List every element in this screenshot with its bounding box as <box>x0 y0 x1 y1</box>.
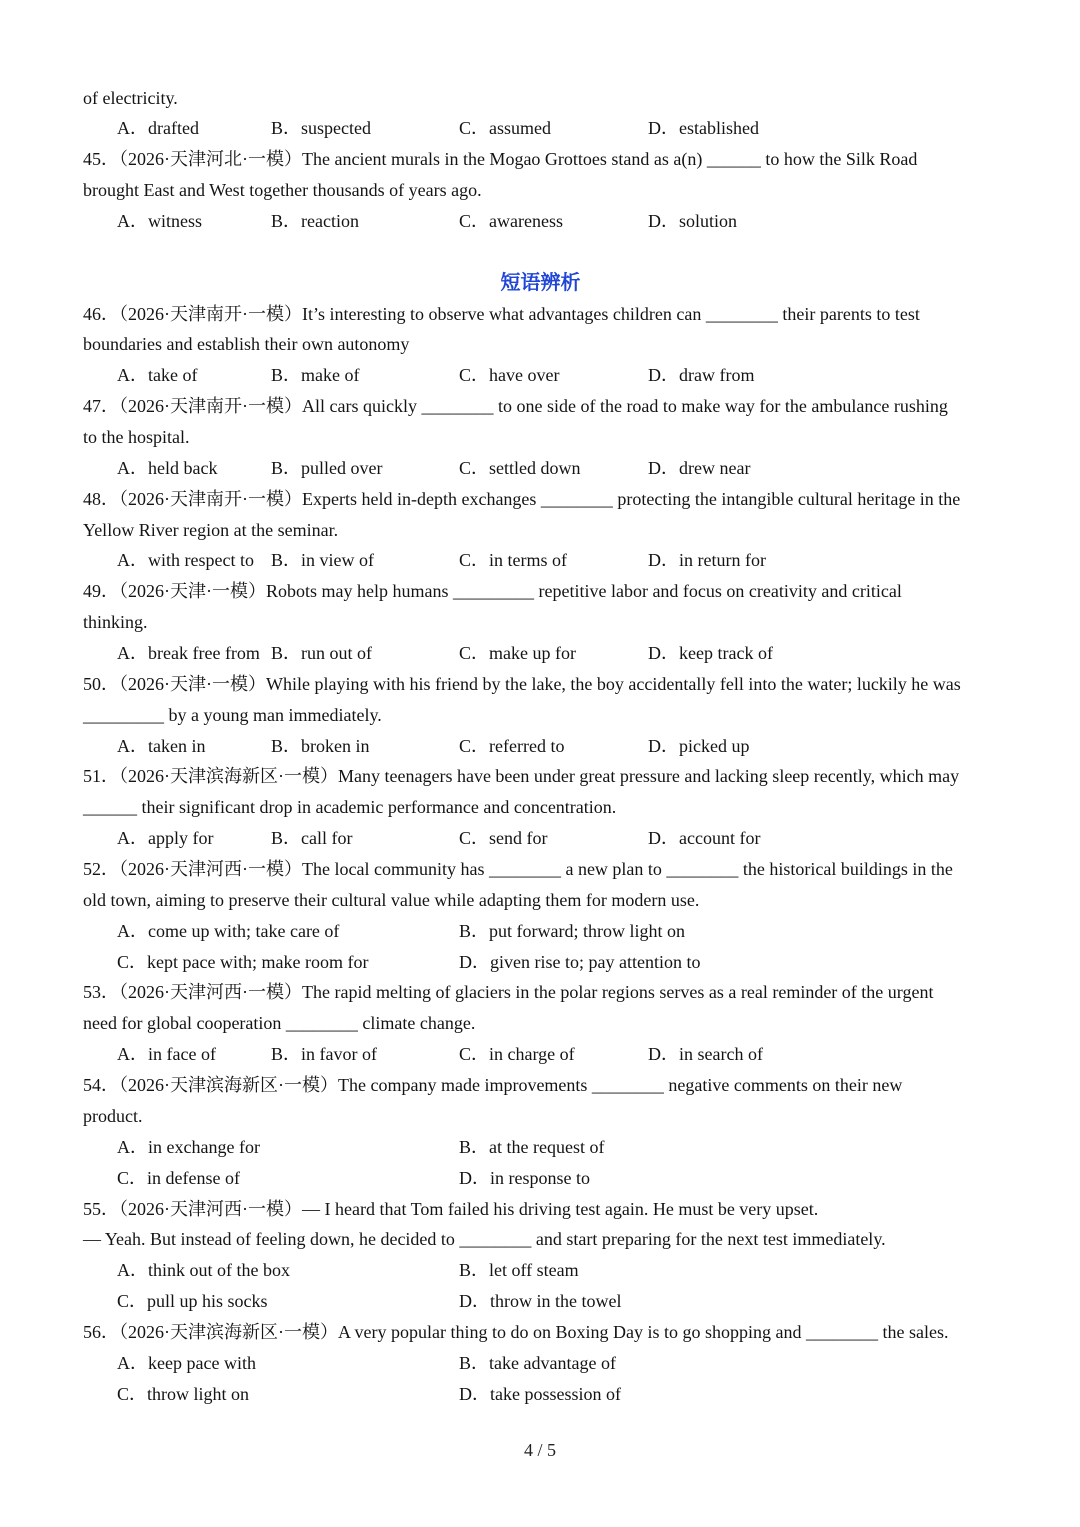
q49-stem <box>83 576 998 607</box>
option-text: assumed <box>489 118 552 139</box>
option-text: with respect to <box>148 550 254 571</box>
option-c <box>117 1163 240 1194</box>
option-d <box>459 1379 621 1410</box>
option-b <box>271 206 359 237</box>
option-text: kept pace with; make room for <box>147 951 369 972</box>
option-letter: C． <box>117 1291 148 1312</box>
option-letter: A． <box>117 1352 148 1373</box>
option-text: draw from <box>679 365 755 386</box>
option-text: suspected <box>301 118 371 139</box>
option-letter: A． <box>117 457 148 478</box>
option-d <box>648 453 750 484</box>
option-text: account for <box>679 828 761 849</box>
option-c <box>459 731 564 762</box>
question-number: 48． <box>83 488 119 509</box>
option-a <box>117 206 202 237</box>
option-letter: B． <box>271 457 302 478</box>
option-b <box>459 1255 579 1286</box>
option-text: reaction <box>301 211 359 231</box>
q51-stem <box>83 761 998 792</box>
question-source: （2026·天津河西·一模） <box>119 859 302 880</box>
option-letter: A． <box>117 118 148 139</box>
option-letter: C． <box>117 1383 148 1404</box>
q49-options <box>83 638 998 669</box>
option-b <box>271 453 383 484</box>
option-c <box>459 453 581 484</box>
q54-stem <box>83 1070 998 1101</box>
option-c <box>117 947 368 978</box>
option-text: in response to <box>490 1167 590 1188</box>
option-c <box>459 113 551 144</box>
option-text: solution <box>679 211 738 231</box>
option-text: call for <box>301 828 353 849</box>
q52-options-row-2 <box>83 947 998 978</box>
question-text: The local community has ________ a new plan to ________ the historical buildings in the <box>302 859 953 880</box>
option-c <box>459 1039 575 1070</box>
option-letter: B． <box>271 643 302 664</box>
option-text: at the request of <box>489 1136 605 1157</box>
option-text: think out of the box <box>148 1260 290 1281</box>
option-a <box>117 1039 216 1070</box>
option-text: take possession of <box>490 1383 621 1404</box>
question-source: （2026·天津河西·一模） <box>119 982 302 1003</box>
question-text: The rapid melting of glaciers in the polar regions serves as a real reminder of the urgent <box>302 982 934 1003</box>
q52-stem-continued: old town, aiming to preserve their cultural value while adapting them for modern use. <box>83 889 700 910</box>
section-spacer <box>83 237 998 268</box>
option-letter: C． <box>459 118 490 139</box>
option-text: in view of <box>301 550 374 571</box>
question-number: 49． <box>83 581 119 602</box>
option-text: taken in <box>148 735 206 756</box>
option-letter: D． <box>459 951 490 972</box>
option-b <box>271 360 360 391</box>
option-letter: B． <box>271 365 302 386</box>
question-text: While playing with his friend by the lake, the boy accidentally fell into the water; luckily he was <box>266 673 961 694</box>
q52-stem <box>83 854 998 885</box>
option-letter: D． <box>648 118 679 139</box>
question-source: （2026·天津·一模） <box>119 581 266 602</box>
option-letter: A． <box>117 643 148 664</box>
option-text: pull up his socks <box>147 1291 268 1312</box>
option-a <box>117 1132 260 1163</box>
option-d <box>648 206 737 237</box>
option-text: referred to <box>489 735 565 756</box>
q55-options-row-1 <box>83 1255 998 1286</box>
option-a <box>117 113 199 144</box>
q55-stem <box>83 1194 998 1225</box>
option-text: given rise to; pay attention to <box>490 951 701 972</box>
option-text: in favor of <box>301 1044 377 1065</box>
question-text: — I heard that Tom failed his driving test again. He must be very upset. <box>302 1198 819 1219</box>
option-b <box>459 1348 616 1379</box>
question-number: 53． <box>83 982 119 1003</box>
q54-stem-continued: product. <box>83 1105 143 1126</box>
option-text: throw in the towel <box>490 1291 622 1312</box>
option-letter: C． <box>459 457 490 478</box>
option-letter: B． <box>459 1260 490 1281</box>
option-d <box>648 360 754 391</box>
option-text: drew near <box>679 457 751 478</box>
q54-options-row-2 <box>83 1163 998 1194</box>
option-letter: D． <box>648 211 679 231</box>
q53-stem-continued: need for global cooperation ________ climate change. <box>83 1013 476 1034</box>
option-text: keep pace with <box>148 1352 256 1373</box>
option-text: in search of <box>679 1044 763 1065</box>
question-number: 51． <box>83 766 119 787</box>
q48-options <box>83 545 998 576</box>
option-d <box>648 638 773 669</box>
option-text: send for <box>489 828 548 849</box>
option-c <box>459 638 576 669</box>
question-number: 50． <box>83 673 119 694</box>
question-text: A very popular thing to do on Boxing Day is to go shopping and ________ the sales. <box>338 1321 949 1342</box>
option-letter: B． <box>271 550 302 571</box>
question-source: （2026·天津滨海新区·一模） <box>119 1321 338 1342</box>
option-text: broken in <box>301 735 370 756</box>
q54-options-row-1 <box>83 1132 998 1163</box>
option-c <box>117 1379 249 1410</box>
option-text: held back <box>148 457 218 478</box>
option-letter: A． <box>117 920 148 941</box>
option-letter: D． <box>459 1383 490 1404</box>
option-letter: D． <box>459 1291 490 1312</box>
option-letter: D． <box>648 828 679 849</box>
option-letter: C． <box>459 828 490 849</box>
question-source: （2026·天津·一模） <box>119 673 266 694</box>
question-source: （2026·天津南开·一模） <box>119 488 302 509</box>
option-d <box>459 947 700 978</box>
option-text: in terms of <box>489 550 568 571</box>
question-list <box>83 83 998 1410</box>
q48-stem-continued: Yellow River region at the seminar. <box>83 519 339 540</box>
option-letter: A． <box>117 365 148 386</box>
q50-stem-continued: _________ by a young man immediately. <box>83 704 382 725</box>
option-c <box>459 545 567 576</box>
option-text: throw light on <box>147 1383 250 1404</box>
question-source: （2026·天津南开·一模） <box>119 396 302 417</box>
option-a <box>117 360 197 391</box>
option-b <box>271 1039 377 1070</box>
q56-options-row-2 <box>83 1379 998 1410</box>
option-c <box>459 206 563 237</box>
option-text: awareness <box>489 211 563 231</box>
q55-stem-continued: — Yeah. But instead of feeling down, he decided to ________ and start preparing for the next test immediately. <box>83 1229 886 1250</box>
q47-stem <box>83 391 998 422</box>
option-letter: B． <box>459 920 490 941</box>
option-text: make of <box>301 365 360 386</box>
q48-stem <box>83 484 998 515</box>
q53-stem <box>83 977 998 1008</box>
option-text: come up with; take care of <box>148 920 340 941</box>
option-text: break free from <box>148 643 260 664</box>
q46-stem <box>83 299 998 330</box>
option-letter: D． <box>648 643 679 664</box>
option-letter: C． <box>459 735 490 756</box>
option-letter: D． <box>648 365 679 386</box>
q45-stem <box>83 144 998 175</box>
question-number: 56． <box>83 1321 119 1342</box>
question-text: All cars quickly ________ to one side of the road to make way for the ambulance rushing <box>302 396 948 417</box>
option-letter: D． <box>648 1044 679 1065</box>
option-d <box>459 1163 590 1194</box>
option-text: in charge of <box>489 1044 575 1065</box>
option-letter: B． <box>271 118 302 139</box>
option-text: drafted <box>148 118 199 139</box>
option-text: have over <box>489 365 560 386</box>
question-source: （2026·天津南开·一模） <box>119 303 302 324</box>
option-d <box>648 1039 763 1070</box>
option-letter: B． <box>459 1136 490 1157</box>
option-letter: A． <box>117 1260 148 1281</box>
section-heading: 短语辨析 <box>500 271 581 294</box>
question-source: （2026·天津滨海新区·一模） <box>119 1075 338 1096</box>
option-letter: B． <box>271 735 302 756</box>
question-text: Many teenagers have been under great pressure and lacking sleep recently, which may <box>338 766 960 787</box>
option-letter: C． <box>459 1044 490 1065</box>
option-letter: D． <box>648 457 679 478</box>
option-letter: D． <box>648 550 679 571</box>
option-b <box>271 731 370 762</box>
option-text: put forward; throw light on <box>489 920 685 941</box>
option-text: pulled over <box>301 457 383 478</box>
q44-options <box>83 113 998 144</box>
option-letter: A． <box>117 735 148 756</box>
q49-stem-continued: thinking. <box>83 612 148 633</box>
option-a <box>117 823 213 854</box>
option-letter: B． <box>271 1044 302 1065</box>
option-d <box>648 113 759 144</box>
option-a <box>117 638 260 669</box>
option-a <box>117 1348 256 1379</box>
option-letter: A． <box>117 550 148 571</box>
q47-stem-continued: to the hospital. <box>83 427 190 448</box>
option-b <box>271 638 372 669</box>
option-text: take of <box>148 365 198 386</box>
option-letter: A． <box>117 211 148 231</box>
option-letter: D． <box>648 735 679 756</box>
option-text: let off steam <box>489 1260 579 1281</box>
option-a <box>117 916 339 947</box>
option-text: in exchange for <box>148 1136 260 1157</box>
question-number: 52． <box>83 859 119 880</box>
option-d <box>648 545 766 576</box>
option-d <box>648 823 760 854</box>
q51-stem-continued: ______ their significant drop in academic performance and concentration. <box>83 797 617 818</box>
option-letter: A． <box>117 1136 148 1157</box>
option-letter: B． <box>271 828 302 849</box>
option-letter: B． <box>271 211 302 231</box>
question-source: （2026·天津河北·一模） <box>119 149 302 170</box>
option-text: in defense of <box>147 1167 240 1188</box>
option-d <box>459 1286 621 1317</box>
question-text: Experts held in-depth exchanges ________ protecting the intangible cultural heritage in the <box>302 488 961 509</box>
question-number: 54． <box>83 1075 119 1096</box>
option-letter: C． <box>459 643 490 664</box>
option-a <box>117 731 205 762</box>
option-b <box>271 545 374 576</box>
question-text: It’s interesting to observe what advantages children can ________ their parents to test <box>302 303 920 324</box>
question-number: 46． <box>83 303 119 324</box>
q56-options-row-1 <box>83 1348 998 1379</box>
question-source: （2026·天津滨海新区·一模） <box>119 766 338 787</box>
q44-stem-continued: of electricity. <box>83 87 178 108</box>
option-text: apply for <box>148 828 214 849</box>
option-letter: A． <box>117 828 148 849</box>
option-text: settled down <box>489 457 581 478</box>
question-text: The ancient murals in the Mogao Grottoes stand as a(n) ______ to how the Silk Road <box>302 149 918 170</box>
q50-options <box>83 731 998 762</box>
question-number: 55． <box>83 1198 119 1219</box>
question-number: 47． <box>83 396 119 417</box>
option-c <box>459 360 559 391</box>
q45-options <box>83 206 998 237</box>
option-c <box>117 1286 268 1317</box>
option-letter: C． <box>117 1167 148 1188</box>
option-text: in return for <box>679 550 766 571</box>
q46-stem-continued: boundaries and establish their own autonomy <box>83 334 410 355</box>
option-a <box>117 545 254 576</box>
page-indicator: 4 / 5 <box>523 1440 556 1460</box>
option-letter: C． <box>459 550 490 571</box>
option-text: make up for <box>489 643 576 664</box>
option-d <box>648 731 749 762</box>
option-c <box>459 823 548 854</box>
option-b <box>459 1132 604 1163</box>
option-b <box>271 113 371 144</box>
option-letter: C． <box>459 365 490 386</box>
option-a <box>117 453 217 484</box>
q51-options <box>83 823 998 854</box>
q55-options-row-2 <box>83 1286 998 1317</box>
option-text: run out of <box>301 643 373 664</box>
q56-stem <box>83 1317 998 1348</box>
option-text: in face of <box>148 1044 216 1065</box>
question-number: 45． <box>83 149 119 170</box>
question-text: Robots may help humans _________ repetitive labor and focus on creativity and critical <box>266 581 902 602</box>
option-text: take advantage of <box>489 1352 616 1373</box>
option-b <box>459 916 685 947</box>
option-text: witness <box>148 211 202 231</box>
q53-options <box>83 1039 998 1070</box>
option-text: picked up <box>679 735 750 756</box>
option-b <box>271 823 352 854</box>
q50-stem <box>83 669 998 700</box>
option-a <box>117 1255 290 1286</box>
question-source: （2026·天津河西·一模） <box>119 1198 302 1219</box>
q46-options <box>83 360 998 391</box>
option-letter: C． <box>459 211 490 231</box>
option-letter: B． <box>459 1352 490 1373</box>
question-text: The company made improvements ________ negative comments on their new <box>338 1075 903 1096</box>
option-letter: D． <box>459 1167 490 1188</box>
q52-options-row-1 <box>83 916 998 947</box>
q47-options <box>83 453 998 484</box>
option-letter: C． <box>117 951 148 972</box>
q45-stem-continued: brought East and West together thousands of years ago. <box>83 180 482 201</box>
option-text: keep track of <box>679 643 773 664</box>
option-letter: A． <box>117 1044 148 1065</box>
option-text: established <box>679 118 759 139</box>
